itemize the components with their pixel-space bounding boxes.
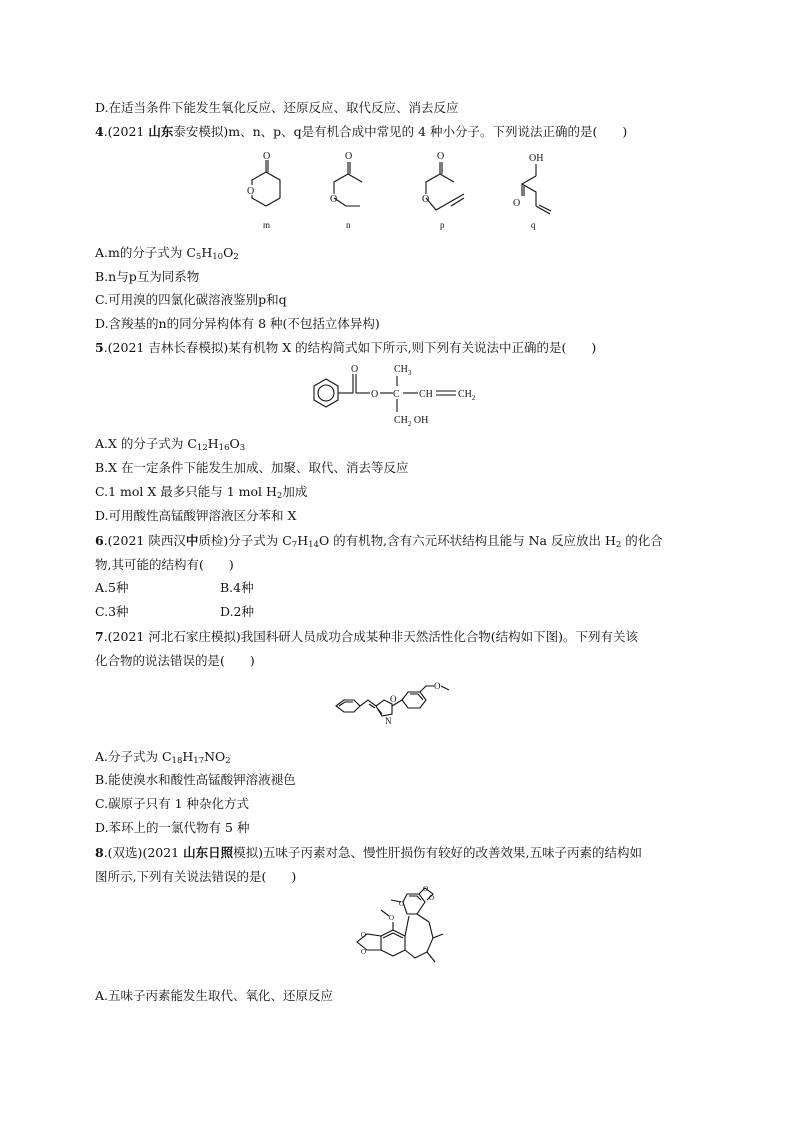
q7-stem-line2: 化合物的说法错误的是( )	[95, 653, 255, 668]
q5-structure-figure	[300, 360, 500, 430]
label-n: n	[346, 220, 351, 230]
structure-q	[513, 153, 551, 230]
atom-label-o: O	[247, 186, 255, 197]
q6-option-d: D.2种	[220, 604, 255, 619]
atom-label-o: O	[330, 194, 338, 205]
label-m: m	[263, 220, 271, 230]
q8-structure-figure	[345, 886, 455, 980]
q6-option-b: B.4种	[220, 580, 254, 595]
q5-option-a: A.X 的分子式为 $C_{12}H_{16}O_3$	[95, 436, 246, 453]
q4-option-d: D.含羧基的n的同分异构体有 8 种(不包括立体异构)	[95, 316, 380, 331]
q5-option-b: B.X 在一定条件下能发生加成、加聚、取代、消去等反应	[95, 460, 409, 475]
q4-option-a: A.m的分子式为 $C_5H_{10}O_2$	[95, 245, 239, 262]
q7-option-a: A.分子式为 $C_{18}H_{17}NO_2$	[95, 749, 231, 766]
q5-stem: 5.(2021 吉林长春模拟)某有机物 X 的结构简式如下所示,则下列有关说法中正确的是( )	[95, 340, 597, 355]
question-number: 7	[95, 629, 104, 644]
ch-group: CH	[419, 389, 433, 400]
structure-m	[244, 151, 280, 230]
atom-label-o: O	[422, 194, 430, 205]
atom-label-n: N	[385, 716, 392, 726]
benzodioxole-lower	[357, 910, 405, 956]
atom-label-oh: OH	[529, 153, 544, 164]
question-number: 4	[95, 124, 104, 139]
q6-option-c: C.3种	[95, 604, 129, 619]
q4-option-b: B.n与p互为同系物	[95, 269, 200, 284]
label-q: q	[531, 220, 536, 230]
atom-label-o: O	[361, 931, 367, 939]
structure-p	[422, 151, 464, 230]
question-number: 6	[95, 533, 104, 548]
benzene-ring	[314, 379, 338, 407]
q7-option-b: B.能使溴水和酸性高锰酸钾溶液褪色	[95, 772, 296, 787]
q7-structure-figure	[330, 676, 470, 736]
ch3-group: $CH_3$	[394, 364, 412, 377]
atom-label-o: O	[437, 151, 445, 162]
q4-option-c: C.可用溴的四氯化碳溶液鉴别p和q	[95, 292, 287, 307]
question-number: 8	[95, 845, 104, 860]
atom-label-o: O	[423, 885, 429, 893]
label-p: p	[440, 220, 445, 230]
q4-structures-figure	[230, 148, 570, 238]
ch2oh-group: $CH_2$ OH	[394, 415, 429, 428]
q3-option-d: D.在适当条件下能发生氧化反应、还原反应、取代反应、消去反应	[95, 100, 459, 115]
question-number: 5	[95, 340, 104, 355]
q8-option-a: A.五味子丙素能发生取代、氧化、还原反应	[95, 988, 334, 1003]
atom-label-o: O	[399, 900, 405, 908]
q5-option-d: D.可用酸性高锰酸钾溶液区分苯和 X	[95, 508, 297, 523]
benzene-ring-left	[336, 700, 360, 712]
q8-stem-line1: 8.(双选)(2021 山东日照模拟)五味子丙素对急、慢性肝损伤有较好的改善效果,五味子丙素的结构如	[95, 845, 642, 860]
atom-label-o: O	[429, 894, 435, 902]
atom-label-o: O	[513, 198, 521, 209]
q6-stem-line1: 6.(2021 陕西汉中质检)分子式为 $C_7H_{14}O$ 的有机物,含有六元环状结构且能与 Na 反应放出 $H_2$ 的化合	[95, 533, 663, 550]
atom-label-o: O	[351, 364, 359, 375]
atom-label-o: O	[434, 681, 441, 691]
q6-stem-line2: 物,其可能的结构有( )	[95, 557, 234, 572]
ch2-group: $CH_2$	[458, 389, 476, 402]
atom-label-o: O	[389, 914, 395, 922]
structure-n	[330, 151, 362, 230]
q6-option-a: A.5种	[95, 580, 129, 595]
atom-label-c: C	[393, 389, 400, 400]
q8-stem-line2: 图所示,下列有关说法错误的是( )	[95, 869, 297, 884]
q5-option-c: C.1 mol X 最多只能与 1 mol $H_2$加成	[95, 484, 308, 501]
atom-label-o: O	[371, 389, 379, 400]
q7-option-c: C.碳原子只有 1 种杂化方式	[95, 796, 249, 811]
atom-label-o: O	[263, 151, 271, 162]
atom-label-o: O	[345, 151, 353, 162]
q4-stem: 4.(2021 山东泰安模拟)m、n、p、q是有机合成中常见的 4 种小分子。下列说法正确的是( )	[95, 124, 628, 139]
q7-option-d: D.苯环上的一氯代物有 5 种	[95, 820, 250, 835]
benzene-ring-right	[402, 692, 426, 708]
benzodioxole-upper	[391, 885, 434, 914]
atom-label-o: O	[361, 948, 367, 956]
atom-label-o: O	[390, 694, 397, 704]
q7-stem-line1: 7.(2021 河北石家庄模拟)我国科研人员成功合成某种非天然活性化合物(结构如下图)。下列有关该	[95, 629, 638, 644]
